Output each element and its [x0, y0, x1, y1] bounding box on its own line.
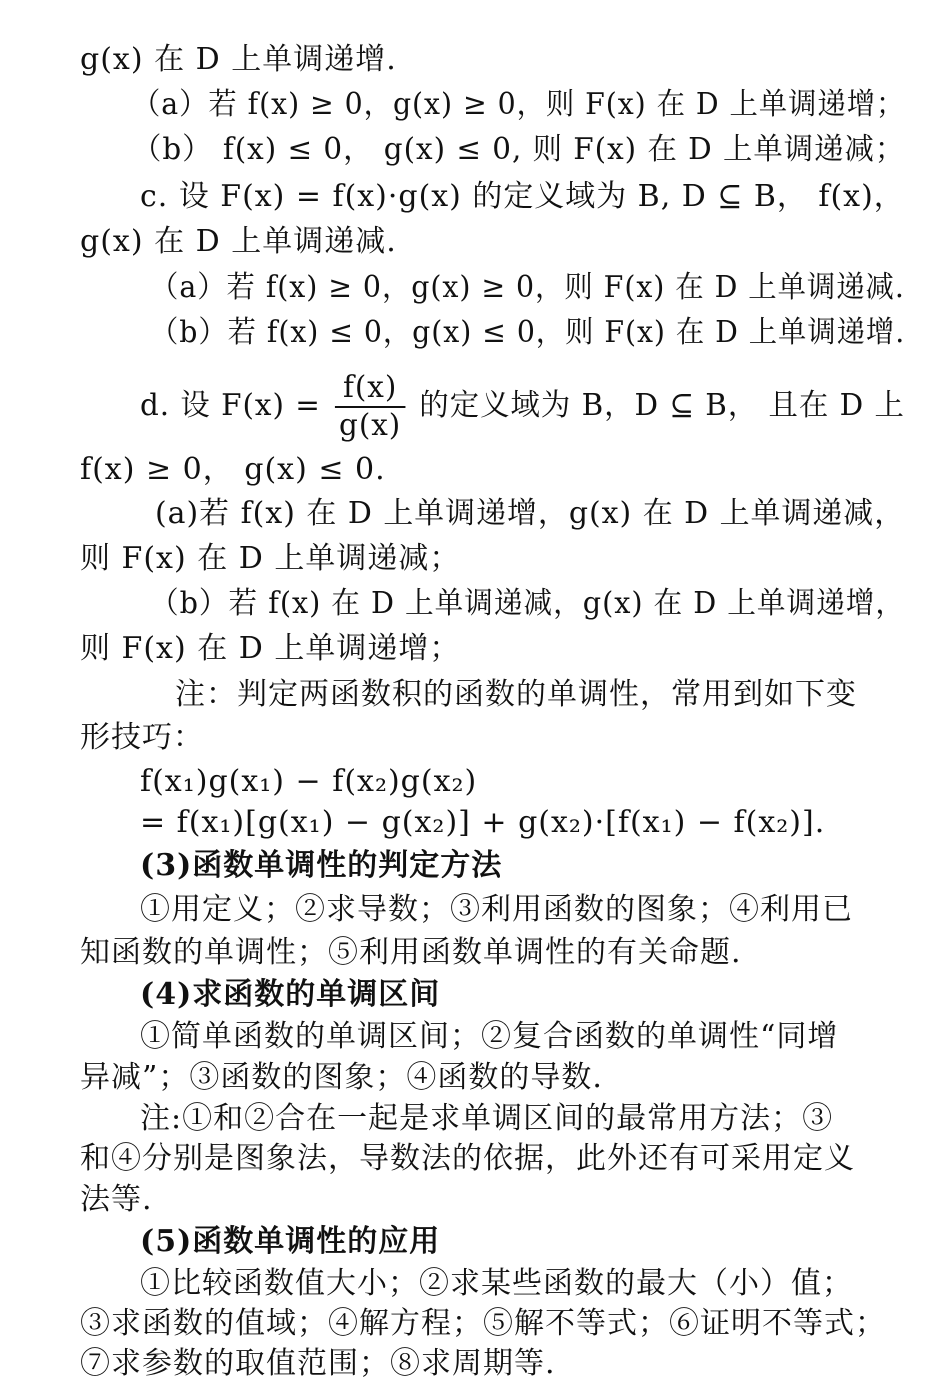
formula-line: = f(x₁)[g(x₁) − g(x₂)] + g(x₂)·[f(x₁) − f(x₂)].	[140, 805, 826, 840]
text-line: g(x) 在 D 上单调递减.	[80, 224, 397, 259]
text-line: ①简单函数的单调区间；②复合函数的单调性“同增	[140, 1019, 839, 1054]
fraction-denominator: g(x)	[339, 408, 402, 443]
text-line: 形技巧：	[80, 720, 204, 755]
text-fragment: 的定义域为 B，D ⊆ B， 且在 D 上	[419, 388, 905, 423]
text-line: （b）若 f(x) 在 D 上单调递减，g(x) 在 D 上单调递增，	[150, 586, 906, 621]
text-line: 法等.	[80, 1182, 153, 1217]
text-line: (a)若 f(x) 在 D 上单调递增，g(x) 在 D 上单调递减，	[155, 496, 906, 531]
fraction-numerator: f(x)	[335, 370, 405, 408]
text-line: 注:①和②合在一起是求单调区间的最常用方法；③	[140, 1101, 834, 1136]
section-heading: (3)函数单调性的判定方法	[140, 848, 503, 883]
text-line: ⑦求参数的取值范围；⑧求周期等.	[80, 1346, 556, 1381]
text-line: 则 F(x) 在 D 上单调递减；	[80, 541, 461, 576]
formula-line: f(x₁)g(x₁) − f(x₂)g(x₂)	[140, 764, 478, 799]
text-line: c. 设 F(x) = f(x)·g(x) 的定义域为 B, D ⊆ B， f(x)，	[140, 179, 905, 214]
text-fragment: d. 设 F(x) =	[140, 388, 321, 423]
text-line: g(x) 在 D 上单调递增.	[80, 42, 397, 77]
text-line: 和④分别是图象法，导数法的依据，此外还有可采用定义	[80, 1141, 855, 1176]
text-line: 异减”；③函数的图象；④函数的导数.	[80, 1060, 603, 1095]
text-line: ①用定义；②求导数；③利用函数的图象；④利用已	[140, 892, 853, 927]
text-line: （a）若 f(x) ≥ 0，g(x) ≥ 0，则 F(x) 在 D 上单调递增；	[132, 87, 906, 122]
text-line: （a）若 f(x) ≥ 0，g(x) ≥ 0，则 F(x) 在 D 上单调递减.	[150, 270, 905, 305]
text-line: ①比较函数值大小；②求某些函数的最大（小）值；	[140, 1266, 853, 1301]
text-line: （b）若 f(x) ≤ 0，g(x) ≤ 0，则 F(x) 在 D 上单调递增.	[150, 315, 906, 350]
fraction	[335, 370, 405, 444]
text-line: 知函数的单调性；⑤利用函数单调性的有关命题.	[80, 935, 742, 970]
section-heading: (4)求函数的单调区间	[140, 977, 441, 1012]
text-line: （b） f(x) ≤ 0， g(x) ≤ 0, 则 F(x) 在 D 上单调递减；	[132, 132, 906, 167]
text-line: f(x) ≥ 0， g(x) ≤ 0.	[80, 452, 386, 487]
text-line: 注：判定两函数积的函数的单调性，常用到如下变	[175, 677, 857, 712]
fraction-line	[140, 366, 905, 446]
text-line: 则 F(x) 在 D 上单调递增；	[80, 631, 461, 666]
section-heading: (5)函数单调性的应用	[140, 1224, 441, 1259]
text-line: ③求函数的值域；④解方程；⑤解不等式；⑥证明不等式；	[80, 1306, 886, 1341]
